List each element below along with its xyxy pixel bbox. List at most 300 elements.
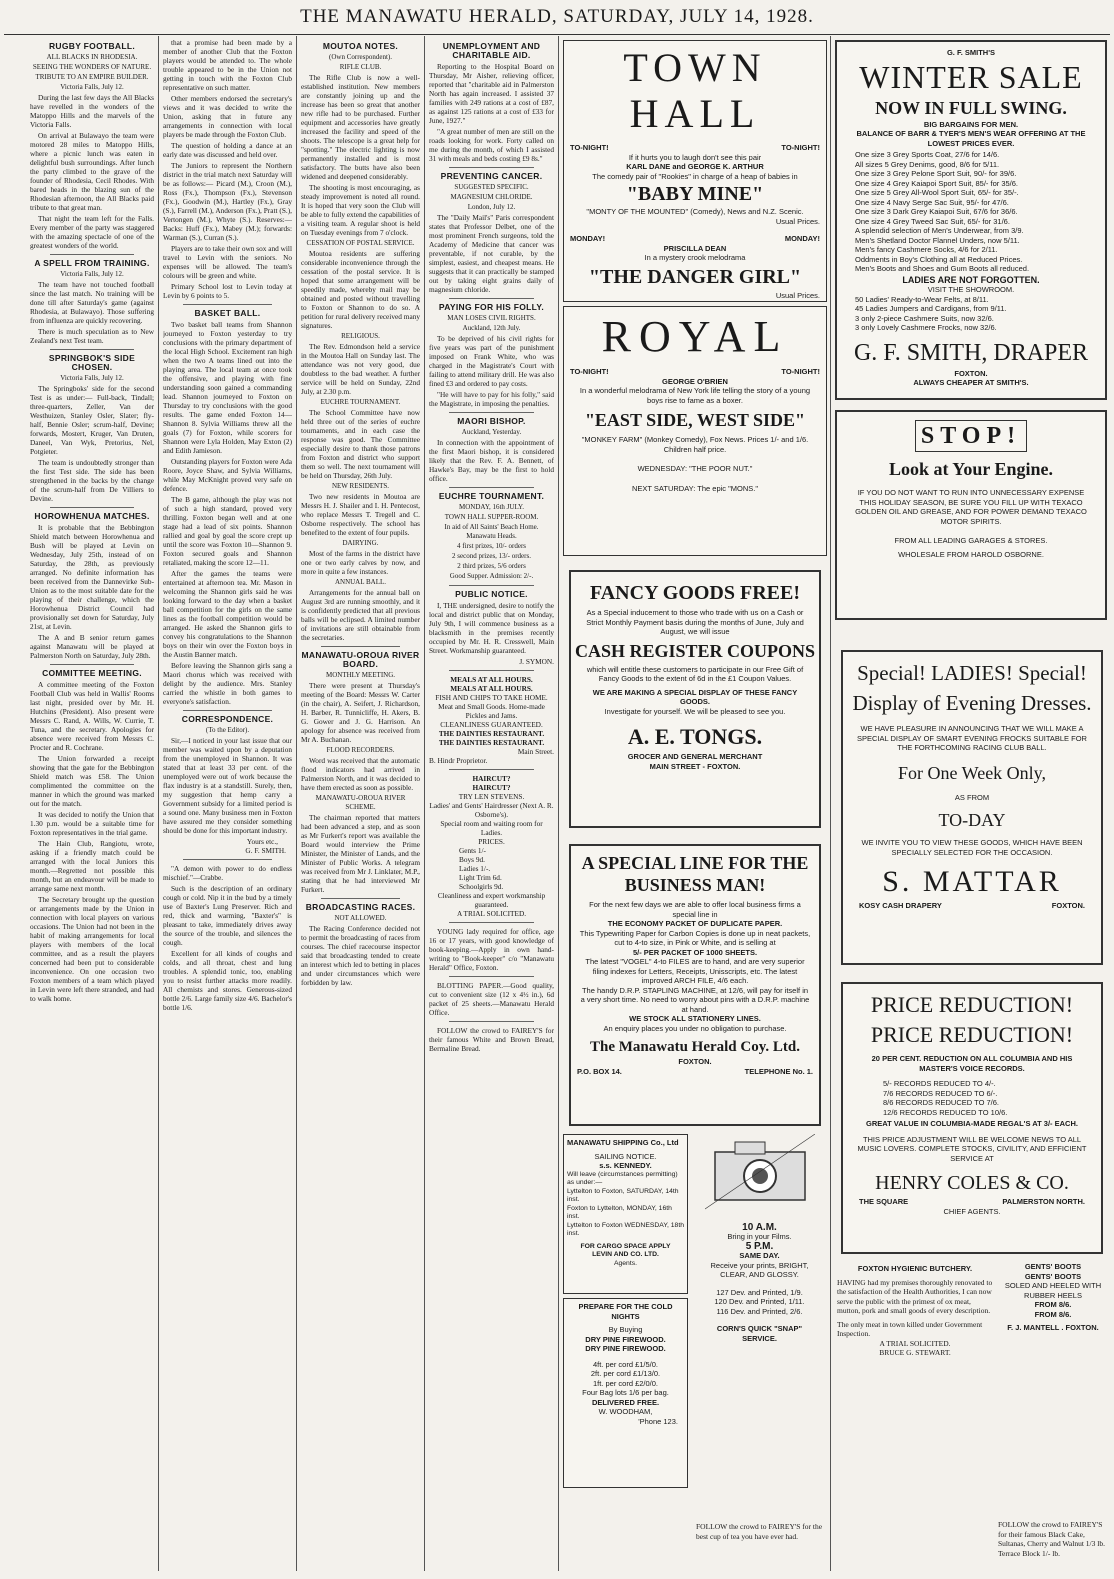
separator xyxy=(449,412,534,413)
ad-line: TELEPHONE No. 1. xyxy=(744,1066,813,1076)
headline: EUCHRE TOURNAMENT. xyxy=(438,491,545,501)
ad-line: Usual Prices. xyxy=(775,290,820,300)
event-line: 2 second prizes, 13/- orders. xyxy=(452,552,531,560)
fairey-cake-ad xyxy=(998,1520,1108,1568)
ad-line: An enquiry places you under no obligation to purchase. xyxy=(603,1023,787,1033)
ad-line: 10 A.M. xyxy=(742,1221,777,1233)
ad-line: In a mystery crook melodrama xyxy=(644,253,746,262)
separator xyxy=(183,710,272,711)
ad-line: LADIES ARE NOT FORGOTTEN. xyxy=(902,274,1040,285)
ad-line: FROM 8/6. xyxy=(1034,1300,1072,1309)
separator xyxy=(449,670,534,671)
price-line: 8/6 RECORDS REDUCED TO 7/6. xyxy=(883,1098,1000,1107)
ad-line: By Buying xyxy=(608,1325,643,1334)
ad-line: BALANCE OF BARR & TYER'S MEN'S WEAR OFFERING AT THE LOWEST PRICES EVER. xyxy=(856,129,1086,148)
ad-line: MEALS AT ALL HOURS. xyxy=(450,675,533,684)
separator xyxy=(183,304,272,305)
subheading: ALL BLACKS IN RHODESIA. xyxy=(46,53,138,61)
paragraph: Arrangements for the annual ball on August 3rd are running smoothly, and it is confidently predicted that all previous balls will be eclipsed. A limited number of invitations are still obtainable from the secretaries. xyxy=(301,588,420,642)
ad-line: IF YOU DO NOT WANT TO RUN INTO UNNECESSARY EXPENSE THIS HOLIDAY SEASON, BE SURE YOU FILL UP WITH TEXACO GOLDEN OIL AND GREASE, AND FOR POWER DEMAND TEXACO MOTOR SPIRITS. xyxy=(855,488,1087,526)
paragraph: There were present at Thursday's meeting of the Board: Messrs W. Carter (in the chair), A. Seifert, J. Richardson, H. Barber, R. Tunnicliffe, H. Akers, B. G. Gower and J. G. Harrison. An apology for absence was received from Mr A. Buchanan. xyxy=(301,681,420,744)
subheading: NEW RESIDENTS. xyxy=(331,482,390,490)
masthead: THE MANAWATU HERALD, SATURDAY, JULY 14, 1928. xyxy=(300,6,814,27)
monday-label: MONDAY! xyxy=(570,234,606,243)
merchant-name: G. F. SMITH, DRAPER xyxy=(853,339,1089,366)
paragraph: The A and B senior return games against Manawatu will be played at Palmerston North on Saturday, July 28th. xyxy=(30,633,154,660)
merchant-name: HENRY COLES & CO. xyxy=(875,1172,1069,1194)
subheading: SUGGESTED SPECIFIC. xyxy=(454,183,529,191)
ad-line: WE HAVE PLEASURE IN ANNOUNCING THAT WE WILL MAKE A SPECIAL DISPLAY OF SMART EVENING FROCKS SUITABLE FOR THE FORTHCOMING RACING CLUB BALL. xyxy=(857,724,1087,752)
ad-line: THE SQUARE xyxy=(859,1197,909,1206)
film-title: "BABY MINE" xyxy=(626,183,764,205)
sale-item: One size 3 Dark Grey Kaiapoi Suit, 67/6 for 36/6. xyxy=(855,207,1018,216)
ad-line: Agents. xyxy=(613,1259,638,1267)
ad-line: KARL DANE and GEORGE K. ARTHUR xyxy=(626,162,764,171)
ad-line: MEALS AT ALL HOURS. xyxy=(450,684,533,693)
paragraph: It is probable that the Bebbington Shield match between Horowhenua and Bush will be played at Levin on Wednesday, July 25th, instead of on Saturday, the 28th, as previously arranged. No definite information has been received from the Dannevirke Sub-Union as to the most suitable date for the playing of their challenge, which the Horowhenua District Council had provisionally set down for Saturday, July 21st, at Levin. xyxy=(30,523,154,631)
paragraph: On arrival at Bulawayo the team were motored 28 miles to Matoppo Hills, where a picnic lunch was eaten in delightful bush surroundings. After lunch the party climbed to the grave of the founder of Rhodesia, Cecil Rhodes. With bared heads in the blazing sun of the Rhodesian afternoon, the All Blacks paid tribute to that great man. xyxy=(30,131,154,212)
ad-line: s.s. KENNEDY. xyxy=(599,1161,652,1170)
separator xyxy=(449,769,534,770)
headline: HOROWHENUA MATCHES. xyxy=(34,511,150,521)
paragraph: After the games the teams were entertained at afternoon tea. Mr. Mason in welcoming the Shannon girls said he was looking forward to the day when a basket ball competition for the girls on the same lines as the football competition would be arranged. He asked the Shannon girls to convey his congratulations to the Shannon boys on their win over the Foxton boys in the Austin Banner match. xyxy=(163,569,292,659)
sale-item: 45 Ladies Jumpers and Cardigans, from 9/11. xyxy=(855,304,1007,313)
camera-icon xyxy=(705,1134,815,1214)
paragraph: It was decided to notify the Union that 1.30 p.m. would be a suitable time for Foxton representatives in the trial game. xyxy=(30,810,154,837)
headline: BASKET BALL. xyxy=(194,308,261,318)
ad-line: Main Street. xyxy=(517,747,554,756)
film-title: "EAST SIDE, WEST SIDE" xyxy=(584,410,806,430)
ad-line: GREAT VALUE IN COLUMBIA-MADE REGAL'S AT 3/- EACH. xyxy=(866,1119,1078,1128)
letter-closing: Yours etc., xyxy=(246,837,278,846)
town-hall-title: TOWN HALL xyxy=(623,45,767,136)
ad-line: LEVIN AND CO. LTD. xyxy=(592,1251,659,1258)
ad-line: THE DAINTIES RESTAURANT. xyxy=(438,738,545,747)
paragraph: The Secretary brought up the question or arrangements made by the Union in connection with local players on various occasions. The Union had not been in the habit of making arrangements for local players with members of the local committee, and as a result the players concerned had been put to considerable inconvenience. On one occasion two Foxton members of a team which played in Levin were left there stranded, and had to walk home. xyxy=(30,895,154,1003)
price-line: Boys 9d. xyxy=(459,855,485,864)
paragraph: Two basket ball teams from Shannon journeyed to Foxton yesterday to try conclusions with the primary department of the local High School. Excitement ran high when the two A teams lined out into the playing area. The local team at once took the offensive, and playing with fine understanding soon gained a commanding lead. Shannon journeyed to Foxton on Thursday to try conclusions with the good results. The game ended Foxton 14—Shannon 8. Sylvia Williams threw all the goals (7) for Foxton, while scorers for Shannon were Lyla Holden, May Exton (2) and Edith Jamieson. xyxy=(163,320,292,455)
boots-ad xyxy=(998,1262,1108,1372)
ad-line: Investigate for yourself. We will be pleased to see you. xyxy=(604,706,786,716)
paragraph: During the last few days the All Blacks have revelled in the wonders of the Matoppo Hills and the marvels of the Victoria Falls. xyxy=(30,93,154,129)
royal-ad xyxy=(563,306,827,556)
paragraph: that a promise had been made by a member of another Club that the Foxton players would be attended to. The whole trouble appeared to be in the Union not getting in touch with the Foxton Club representative on such matter. xyxy=(163,38,292,92)
paragraph: "He will have to pay for his folly," said the Magistrate, in imposing the penalties. xyxy=(429,390,554,408)
fancy-goods-ad xyxy=(569,570,821,828)
tonight-label: TO-NIGHT! xyxy=(570,143,609,152)
classified: BLOTTING PAPER.—Good quality, cut to convenient size (12 x 4½ in.), 6d packet of 25 sheets.—Manawatu Herald Office. xyxy=(429,981,554,1017)
column-1 xyxy=(30,38,154,1568)
paragraph: Outstanding players for Foxton were Ada Roore, Joyce Shaw, and Sylvia Williams, while May McKnight proved very safe on defence. xyxy=(163,457,292,493)
ad-headline: TO-DAY xyxy=(938,810,1006,830)
separator xyxy=(50,349,134,350)
ad-line: which will entitle these customers to participate in our Free Gift of Fancy Goods to the extent of 6d in the £1 Coupon Values. xyxy=(586,664,804,683)
paragraph: Sir,—I noticed in your last issue that our member was waited upon by a deputation from the unemployed in Shannon. It was stated that at least 33 per cent. of the unemployed were out of work because the flax industry is at a standstill. Surely, then, my suggestion that hemp carry a Government subsidy for a limited period is a sound one. Many business men in Foxton have assured me they consider something should be done for this important industry. xyxy=(163,736,292,835)
quote: "A demon with power to do endless mischief."—Crabbe. xyxy=(163,864,292,882)
ad-line: FOXTON. xyxy=(954,368,988,378)
paragraph: The Racing Conference decided not to permit the broadcasting of races from courses. The chief racecourse inspector said that broadcasting tended to create an interest which led to betting in places and under circumstances which were forbidden by law. xyxy=(301,924,420,987)
headline: RUGBY FOOTBALL. xyxy=(48,41,136,51)
paragraph: Reporting to the Hospital Board on Thursday, Mr Aisher, relieving officer, reported that "charitable aid in Palmerston North has again increased. I assisted 37 families with 249 rations at a cost of £87, as against 125 rations at a cost of £33 for June, 1927." xyxy=(429,62,554,125)
paragraph: The B game, although the play was not of such a high standard, proved very thrilling. Foxton began well and at one stage had a lead of six points. Shannon rallied and goal by goal the score crept up until the score was Foxton 10—Shannon 9. Foxton secured goals and Shannon retaliated, making the score 12—11. xyxy=(163,495,292,567)
ad-line: FISH AND CHIPS TO TAKE HOME. xyxy=(435,693,548,702)
subheading: (To the Editor). xyxy=(205,726,250,734)
ad-line: For the next few days we are able to offer local business firms a special line in xyxy=(589,900,801,919)
ad-line: DRY PINE FIREWOOD. xyxy=(585,1334,666,1344)
shipping-ad xyxy=(563,1134,688,1294)
ad-line: Bring in your Films. xyxy=(727,1232,792,1241)
subheading: RELIGIOUS. xyxy=(341,332,380,340)
dateline: Auckland, 12th July. xyxy=(462,324,521,332)
subheading: RIFLE CLUB. xyxy=(339,63,382,71)
sale-item: One size 4 Grey Kaiapoi Sport Suit, 85/- for 35/6. xyxy=(855,178,1019,188)
ad-line: In a wonderful melodrama of New York life telling the story of a young boys rise to fame as a boxer. xyxy=(579,386,811,405)
column-rule xyxy=(158,36,159,1571)
separator xyxy=(449,298,534,299)
merchant-name: A. E. TONGS. xyxy=(627,724,763,749)
ad-line: Lyttelton to Foxton, SATURDAY, 14th inst. xyxy=(567,1187,679,1203)
ad-line: "MONTY OF THE MOUNTED" (Comedy), News and N.Z. Scenic. xyxy=(586,207,804,216)
headline: PUBLIC NOTICE. xyxy=(455,589,528,599)
paragraph: That night the team left for the Falls. Every member of the party was staggered with the amazing spectacle of one of the greatest wonders of the world. xyxy=(30,214,154,250)
ad-headline: PREPARE FOR THE COLD NIGHTS xyxy=(578,1302,673,1321)
ad-line: Usual Prices. xyxy=(775,216,820,226)
price-reduction-ad xyxy=(841,982,1103,1254)
ad-line: KOSY CASH DRAPERY xyxy=(859,901,942,910)
paragraph: The Hain Club, Rangiotu, wrote, asking if a friendly match could be arranged with the local Juniors this month.—Regretted not possible this month, but an endeavour will be made to arrange same next month. xyxy=(30,839,154,893)
dateline: Victoria Falls, July 12. xyxy=(60,83,124,91)
ad-line: Lyttelton to Foxton WEDNESDAY, 18th inst. xyxy=(567,1221,684,1237)
ad-line: FROM 8/6. xyxy=(1034,1309,1072,1319)
ad-line: W. WOODHAM, xyxy=(598,1407,653,1416)
subheading: FLOOD RECORDERS. xyxy=(326,746,395,754)
paragraph: Before leaving the Shannon girls sang a Maori chorus which was received with delight by the audience. Mrs. Stanley carried the whistle in both games to everyone's satisfaction. xyxy=(163,661,292,706)
ad-line: 5/- PER PACKET OF 1000 SHEETS. xyxy=(632,947,758,957)
column-4 xyxy=(429,38,554,1568)
sale-item: One size 3 Grey Pelone Sport Suit, 90/- for 39/6. xyxy=(855,169,1017,178)
ad-line: The latest "VOGEL" 4-to FILES are to hand, and are very superior filing indexes for Letters, Receipts, Unisscripts, etc. The latest improved ARCH FILE, 4/6 each. xyxy=(585,957,805,985)
ad-line: F. J. MANTELL . FOXTON. xyxy=(1007,1323,1099,1332)
separator xyxy=(449,167,534,168)
ad-line: A TRIAL SOLICITED. xyxy=(456,909,527,918)
ad-line: TRY LEN STEVENS. xyxy=(458,792,525,801)
ad-line: DRY PINE FIREWOOD. xyxy=(585,1344,666,1353)
paragraph: The Juniors to represent the Northern district in the trial match next Saturday will be as follows:— Picard (M.), Croon (M.), Ross (Fx.), Thompson (Fx.), Stevenson (Fx.), Goodwin (M.), Hartley (Fx.), Gray (S.), Farrell (M.), Anderson (Fx.), Pratt (S.), Vertongen (M.), Whyte (S.). Reserves:— Backs: Huff (Fx.), Mabey (M.); forwards: Warman (S.), Curran (S.). xyxy=(163,161,292,242)
ad-headline: A SPECIAL LINE FOR THE BUSINESS MAN! xyxy=(581,853,809,895)
ad-headline: NOW IN FULL SWING. xyxy=(875,97,1067,118)
dateline: Victoria Falls, July 12. xyxy=(60,374,124,382)
headline: UNEMPLOYMENT AND CHARITABLE AID. xyxy=(442,41,541,60)
headline: MAORI BISHOP. xyxy=(457,416,526,426)
column-rule xyxy=(296,36,297,1571)
sale-item: Men's Shetland Doctor Flannel Unders, now 5/11. xyxy=(855,235,1020,245)
ad-line: GEORGE O'BRIEN xyxy=(662,376,728,386)
subheading: MONTHLY MEETING. xyxy=(325,671,396,679)
event-line: TOWN HALL SUPPER-ROOM. xyxy=(444,513,539,521)
price-line: 127 Dev. and Printed, 1/9. xyxy=(716,1287,803,1297)
separator xyxy=(183,859,272,860)
paragraph: Two new residents in Moutoa are Messrs H. J. Shailer and I. H. Pentecost, who replace Messrs T. Tregell and C. Osborne respectively. The school has benefited to the extent of four pupils. xyxy=(301,492,420,537)
ad-line: FOR CARGO SPACE APPLY xyxy=(580,1242,671,1250)
separator xyxy=(50,507,134,508)
paragraph: In connection with the appointment of the first Maori bishop, it is considered likely that the Rev. F. A. Bennett, of Hawke's Bay, may be the first to hold office. xyxy=(429,438,554,483)
event-line: 2 third prizes, 5/6 orders xyxy=(457,562,526,570)
subheading: NOT ALLOWED. xyxy=(334,914,387,922)
sale-item: One size 3 Grey Sports Coat, 27/6 for 14/6. xyxy=(855,150,1000,159)
ad-line: Special room and waiting room for Ladies. xyxy=(440,819,543,837)
ad-line: The handy D.R.P. STAPLING MACHINE, at 12/6, will pay for itself in a very short time. No need to worry about pins with a D.R.P. machine at hand. xyxy=(580,985,810,1014)
subheading: (Own Correspondent). xyxy=(329,53,392,61)
stop-ad xyxy=(835,410,1107,620)
ad-line: WHOLESALE FROM HAROLD OSBORNE. xyxy=(898,549,1044,559)
ad-line: Meat and Small Goods. Home-made Pickles and Jams. xyxy=(438,702,545,720)
ad-line: BIG BARGAINS FOR MEN. xyxy=(923,119,1019,129)
classified: YOUNG lady required for office, age 16 or 17 years, with good knowledge of book-keeping.—Apply in own hand-writing to "Book-keeper" c/o "Manawatu Herald" Office, Foxton. xyxy=(429,927,554,972)
ad-headline: Look at Your Engine. xyxy=(888,459,1054,479)
ad-headline: PRICE REDUCTION! xyxy=(870,992,1074,1017)
sale-item: One size 5 Grey All-Wool Sport Suit, 65/- for 35/-. xyxy=(855,188,1019,197)
ad-line: G. F. SMITH'S xyxy=(946,48,996,57)
merchant-name: S. MATTAR xyxy=(882,865,1062,898)
tonight-label: TO-NIGHT! xyxy=(781,367,820,376)
separator xyxy=(50,664,134,665)
price-line: 120 Dev. and Printed, 1/11. xyxy=(714,1297,805,1306)
special-line-ad xyxy=(569,844,821,1126)
monday-label: MONDAY! xyxy=(784,234,820,243)
ad-headline: PRICE REDUCTION! xyxy=(870,1022,1074,1047)
price-line: 116 Dev. and Printed, 2/6. xyxy=(716,1306,803,1316)
paragraph: The Rev. Edmondson held a service in the Moutoa Hall on Sunday last. The attendance was not very good, due doubtless to the bad weather. A further service will be held on Sunday, 22nd July, at 2.30 p.m. xyxy=(301,342,420,396)
price-line: 4ft. per cord £1/5/0. xyxy=(592,1359,659,1369)
firewood-ad xyxy=(563,1298,688,1488)
subheading: MANAWATU-OROUA RIVER SCHEME. xyxy=(315,794,406,811)
separator xyxy=(449,487,534,488)
royal-title: ROYAL xyxy=(601,312,789,361)
paragraph: "A great number of men are still on the roads looking for work. Forty called on me during the month, of which I assisted 31 with meals and beds costing £9 8s." xyxy=(429,127,554,163)
dateline: Victoria Falls, July 12. xyxy=(60,270,124,278)
headline: A SPELL FROM TRAINING. xyxy=(34,258,150,268)
paragraph: Players are to take their own sox and will travel to Levin with the seniors. No expenses will be allowed. The team's colours will be green and white. xyxy=(163,244,292,280)
paragraph: The chairman reported that matters had been advanced a step, and as soon as Mr Furkert's report was available the Board would interview the Prime Minister, the Minister of Lands, and the Minister of Public Works. A telegram was received from Mr J. Linklater, M.P., stating that he had interviewed Mr Furkert. xyxy=(301,813,420,894)
signature: J. SYMON. xyxy=(519,657,554,666)
headline: PAYING FOR HIS FOLLY. xyxy=(438,302,545,312)
ad-line: Foxton to Lyttelton, MONDAY, 16th inst. xyxy=(567,1204,672,1220)
paragraph: To be deprived of his civil rights for five years was part of the punishment imposed on Frank White, who was charged in the Magistrate's Court with failing to attend military drill. He was also fined £3 and ordered to pay costs. xyxy=(429,334,554,388)
headline: MANAWATU-OROUA RIVER BOARD. xyxy=(301,650,420,669)
ad-headline: FANCY GOODS FREE! xyxy=(590,582,800,604)
ad-line: HAVING had my premises thoroughly renovated to the satisfaction of the Health Authorities, I can now serve the public with the primest of ox meat, mutton, pork and small goods of every description. xyxy=(837,1277,993,1315)
separator xyxy=(321,646,400,647)
headline: BROADCASTING RACES. xyxy=(305,902,416,912)
tonight-label: TO-NIGHT! xyxy=(781,143,820,152)
ad-line: SOLED AND HEELED WITH RUBBER HEELS xyxy=(1004,1281,1102,1300)
paragraph: The Union forwarded a receipt showing that the gate for the Bebbington Shield match was £58. The Union complimented the committee on the manner in which the ground was marked out for the match. xyxy=(30,754,154,808)
sale-item: All sizes 5 Grey Denims, good, 8/6 for 5/11. xyxy=(855,159,1000,169)
ad-headline: MANAWATU SHIPPING Co., Ltd xyxy=(567,1138,679,1147)
ad-line: FOXTON. xyxy=(678,1057,712,1066)
sale-item: One size 4 Grey Tweed Sac Suit, 65/- for 31/6. xyxy=(855,216,1010,226)
ad-line: PRICES. xyxy=(478,837,505,846)
ad-line: MAIN STREET - FOXTON. xyxy=(649,761,741,771)
paragraph: The question of holding a dance at an early date was discussed and held over. xyxy=(163,141,292,159)
ad-line: Ladies' and Gents' Hairdresser (Next A. R. Osborne's). xyxy=(429,801,554,819)
ad-line: NEXT SATURDAY: The epic "MONS." xyxy=(631,483,759,493)
ad-line: AS FROM xyxy=(954,792,990,802)
ad-line: WE STOCK ALL STATIONERY LINES. xyxy=(629,1014,761,1023)
paragraph: Primary School lost to Levin today at Levin by 6 points to 5. xyxy=(163,282,292,300)
ad-line: WE ARE MAKING A SPECIAL DISPLAY OF THESE FANCY GOODS. xyxy=(592,687,798,706)
ladies-special-ad xyxy=(841,650,1103,965)
ad-line: 5 P.M. xyxy=(745,1240,774,1252)
sale-item: 50 Ladies' Ready-to-Wear Felts, at 8/11. xyxy=(855,294,989,304)
paragraph: A committee meeting of the Foxton Football Club was held in Wallis' Rooms last night, presided over by Mr. H. Hutchins (President). Also present were Messrs C. Rand, A. Wills, W. Currie, T. Tuna, and the secretary. Apologies for absence were received from Messrs C. Procter and R. Cochrane. xyxy=(30,680,154,752)
paragraph: The team have not touched football since the last match. No training will be done till after Saturday's game (against Rhodesia, at Bulawayo). Those suffering from influenza are quickly recovering. xyxy=(30,280,154,325)
ad-line: FROM ALL LEADING GARAGES & STORES. xyxy=(894,536,1048,545)
ad-line: HAIRCUT? xyxy=(472,774,511,783)
winter-sale-ad xyxy=(835,40,1107,400)
ad-line: THIS PRICE ADJUSTMENT WILL BE WELCOME NEWS TO ALL MUSIC LOVERS. COMPLETE STOCKS, CIVILITY, AND EFFICIENT SERVICE AT xyxy=(857,1134,1087,1163)
paragraph: Such is the description of an ordinary cough or cold. Nip it in the bud by a timely use of Baxter's Lung Preserver. Rich and red, thick and warming, "Baxter's" is pleasant to take, immediately drives away the source of the trouble, and silences the cough. xyxy=(163,884,292,947)
subheading: CESSATION OF POSTAL SERVICE. xyxy=(306,239,415,247)
separator xyxy=(321,898,400,899)
subheading: DAIRYING. xyxy=(342,539,379,547)
sale-item: A splendid selection of Men's Underwear, from 3/9. xyxy=(855,226,1024,235)
ad-line: PRISCILLA DEAN xyxy=(663,243,727,253)
subheading: MAGNESIUM CHLORIDE. xyxy=(450,193,533,201)
ad-line: The comedy pair of "Rookies" in charge of a heap of babies in xyxy=(592,171,798,181)
subheading: EUCHRE TOURNAMENT. xyxy=(320,398,401,406)
paragraph: The Rifle Club is now a well-established institution. New members are constantly joining up and the increase has been so great that another new rifle had to be purchased. Further equipment and accessories have greatly increased the facility and speed of the shoots. The telescope is a great help for "spotting." The electric lighting is now permanently installed and is most satisfactory. The butts have also been widened and deepened considerably. xyxy=(301,73,420,181)
ad-line: SAILING NOTICE. xyxy=(594,1151,657,1161)
headline: SPRINGBOK'S SIDE CHOSEN. xyxy=(48,353,136,372)
paragraph: Other members endorsed the secretary's views and it was decided to write the Union, asking that in future any arrangements in connection with local players be made through the Foxton Club. xyxy=(163,94,292,139)
film-ad xyxy=(692,1134,827,1434)
separator xyxy=(449,976,534,977)
column-2 xyxy=(163,38,292,1568)
headline: PREVENTING CANCER. xyxy=(440,171,543,181)
ad-headline: WINTER SALE xyxy=(859,58,1083,95)
ad-line: WE INVITE YOU TO VIEW THESE GOODS, WHICH HAVE BEEN SPECIALLY SELECTED FOR THE OCCASION. xyxy=(861,838,1083,857)
ad-line: FOXTON. xyxy=(1051,901,1085,910)
ad-line: "MONKEY FARM" (Monkey Comedy), Fox News. Prices 1/- and 1/6. Children half price. xyxy=(581,435,809,454)
letter-signature: G. F. SMITH. xyxy=(245,846,286,855)
separator xyxy=(449,1021,534,1022)
ad-headline: GENTS' BOOTS xyxy=(1024,1271,1082,1281)
ad-line: GROCER AND GENERAL MERCHANT xyxy=(627,752,763,761)
butchery-ad xyxy=(835,1262,995,1568)
subheading: SEEING THE WONDERS OF NATURE. xyxy=(32,63,152,71)
event-line: MONDAY, 16th JULY. xyxy=(459,503,524,511)
classified: FOLLOW the crowd to FAIREY'S for their famous White and Brown Bread, Bermaline Bread. xyxy=(429,1026,554,1053)
event-line: In aid of All Saints' Beach Home. Manawatu Heads. xyxy=(444,523,539,540)
headline: COMMITTEE MEETING. xyxy=(42,668,142,678)
sale-item: Men's fancy Cashmere Socks, 4/6 for 2/11. xyxy=(855,245,998,254)
headline: MOUTOA NOTES. xyxy=(322,41,399,51)
ad-line: This Typewriting Paper for Carbon Copies is done up in neat packets, cut to 4-to size, in Pink or White, and is selling at xyxy=(579,928,811,947)
ad-line: THE DAINTIES RESTAURANT. xyxy=(438,729,545,738)
price-line: 12/6 RECORDS REDUCED TO 10/6. xyxy=(883,1107,1008,1117)
ad-line: CORN'S QUICK "SNAP" SERVICE. xyxy=(716,1324,803,1343)
column-rule xyxy=(830,36,831,1571)
paragraph: I, THE undersigned, desire to notify the local and district public that on Monday, July 9th, I will commence business as a blacksmith in the premises recently occupied by Mr. H. R. Cresswell, Main Street. Workmanship guaranteed. xyxy=(429,601,554,655)
paragraph: Most of the farms in the district have one or two early calves by now, and more in quite a few instances. xyxy=(301,549,420,576)
event-line: Good Supper. Admission: 2/-. xyxy=(449,572,534,580)
ad-line: SAME DAY. xyxy=(739,1251,780,1260)
ad-headline: For One Week Only, xyxy=(897,762,1047,783)
separator xyxy=(50,254,134,255)
separator xyxy=(449,922,534,923)
ad-line: If it hurts you to laugh don't see this pair xyxy=(628,152,762,162)
ad-line: FOLLOW the crowd to FAIREY'S for the best cup of tea you have ever had. xyxy=(696,1522,823,1541)
ad-headline: GENTS' BOOTS xyxy=(1024,1262,1082,1271)
sale-item: 3 only Lovely Cashmere Frocks, now 32/6. xyxy=(855,323,997,332)
price-line: 2ft. per cord £1/13/0. xyxy=(590,1369,661,1378)
merchant-name: The Manawatu Herald Coy. Ltd. xyxy=(589,1039,800,1055)
ad-line: Receive your prints, BRIGHT, CLEAR, AND GLOSSY. xyxy=(710,1260,809,1279)
dateline: London, July 12. xyxy=(467,203,516,211)
paragraph: The "Daily Mail's" Paris correspondent states that Professor Delbet, one of the most prominent French surgeons, told the Academy of Medicine that cancer was preventable, if not curable, by the simplest, easiest, and cheapest means. He suggests that it can practically be stamped out by taking eight grains daily of magnesium chloride. xyxy=(429,213,554,294)
price-line: Gents 1/- xyxy=(459,846,486,855)
price-line: Schoolgirls 9d. xyxy=(459,882,504,891)
paragraph: There is much speculation as to New Zealand's next Test team. xyxy=(30,327,154,345)
ad-line: Cleanliness and expert workmanship guaranteed. xyxy=(437,891,546,909)
fairey-tea-ad xyxy=(692,1520,827,1564)
paragraph: The School Committee have now held three out of the series of euchre tournaments, and in each case the response was good. The Committee especially desire to thank those patrons from Foxton and district who support them so well. The next tournament will be held on Thursday, 26th July. xyxy=(301,408,420,480)
price-line: 7/6 RECORDS REDUCED TO 6/-. xyxy=(883,1088,998,1098)
column-3 xyxy=(301,38,420,1568)
ad-line: WEDNESDAY: "THE POOR NUT." xyxy=(637,464,753,473)
ad-line: Will leave (circumstances permitting) as under:— xyxy=(567,1170,678,1186)
price-line: 1ft. per cord £2/0/0. xyxy=(592,1378,659,1388)
subheading: MAN LOSES CIVIL RIGHTS. xyxy=(447,314,536,322)
event-line: 4 first prizes, 10/- orders xyxy=(456,542,526,550)
ad-line: The only meat in town killed under Government Inspection. xyxy=(837,1319,983,1338)
ad-headline: Special! LADIES! Special! xyxy=(857,661,1087,685)
ad-headline: CASH REGISTER COUPONS xyxy=(574,640,816,661)
ad-line: PALMERSTON NORTH. xyxy=(1002,1197,1085,1206)
ad-line: DELIVERED FREE. xyxy=(591,1397,660,1407)
paragraph: The shooting is most encouraging, as steady improvement is noted all round. It is hoped that very soon the Club will be able to fully extend the capabilities of a visiting team. A regular shoot is held on Tuesday evenings from 7 o'clock. xyxy=(301,183,420,237)
ad-line: HAIRCUT? xyxy=(472,783,511,792)
ad-headline: Display of Evening Dresses. xyxy=(852,691,1092,715)
ad-line: P.O. BOX 14. xyxy=(577,1066,622,1076)
ad-line: ALWAYS CHEAPER AT SMITH'S. xyxy=(913,378,1029,387)
price-line: Ladies 1/-. xyxy=(459,864,491,873)
ad-line: 20 PER CENT. REDUCTION ON ALL COLUMBIA AND HIS MASTER'S VOICE RECORDS. xyxy=(871,1054,1073,1073)
dateline: Auckland, Yesterday. xyxy=(461,428,522,436)
ad-line: VISIT THE SHOWROOM. xyxy=(927,285,1015,294)
paragraph: The Springboks' side for the second Test is as under:— Full-back, Tindall; three-quarters, Zeller, Van der Westhuizen, Stanley Osler, Slater; fly-half, Bennie Osler; scrum-half, Devine; forwards, Mostert, Kruger, Van Druten, Daneel, Van Wyk, Pretorius, Nel, Potgieter. xyxy=(30,384,154,456)
ad-line: CHIEF AGENTS. xyxy=(943,1206,1001,1216)
ad-line: THE ECONOMY PACKET OF DUPLICATE PAPER. xyxy=(607,919,783,928)
paragraph: Word was received that the automatic flood indicators had arrived in Palmerston North, and it was decided to have them erected as soon as possible. xyxy=(301,756,420,792)
town-hall-ad xyxy=(563,40,827,302)
masthead-rule xyxy=(4,34,1110,35)
price-line: Light Trim 6d. xyxy=(459,873,502,882)
ad-line: FOLLOW the crowd to FAIREY'S for their famous Black Cake, Sultanas, Cherry and Walnut 1/3 lb. Terrace Block 1/- lb. xyxy=(998,1520,1105,1558)
headline: CORRESPONDENCE. xyxy=(181,714,274,724)
sale-item: Oddments in Boy's Clothing all at Reduced Prices. xyxy=(855,254,1023,264)
sale-item: 3 only 2-piece Cashmere Suits, now 32/6. xyxy=(855,313,994,323)
ad-line: A TRIAL SOLICITED. xyxy=(879,1338,951,1348)
ad-headline: FOXTON HYGIENIC BUTCHERY. xyxy=(857,1264,973,1273)
price-line: 5/- RECORDS REDUCED TO 4/-. xyxy=(883,1079,996,1088)
sale-item: One size 4 Navy Serge Sac Suit, 95/- for 47/6. xyxy=(855,197,1009,207)
subheading: TRIBUTE TO AN EMPIRE BUILDER. xyxy=(35,73,149,81)
subheading: ANNUAL BALL. xyxy=(334,578,387,586)
ad-headline: STOP! xyxy=(915,420,1027,452)
paragraph: Moutoa residents are suffering considerable inconvenience through the cessation of the postal service. It is hoped that some arrangement will be speedily made, whereby mail may be obtained and posted without travelling to Foxton or Shannon to do so. A petition for rural delivery received many signatures. xyxy=(301,249,420,330)
